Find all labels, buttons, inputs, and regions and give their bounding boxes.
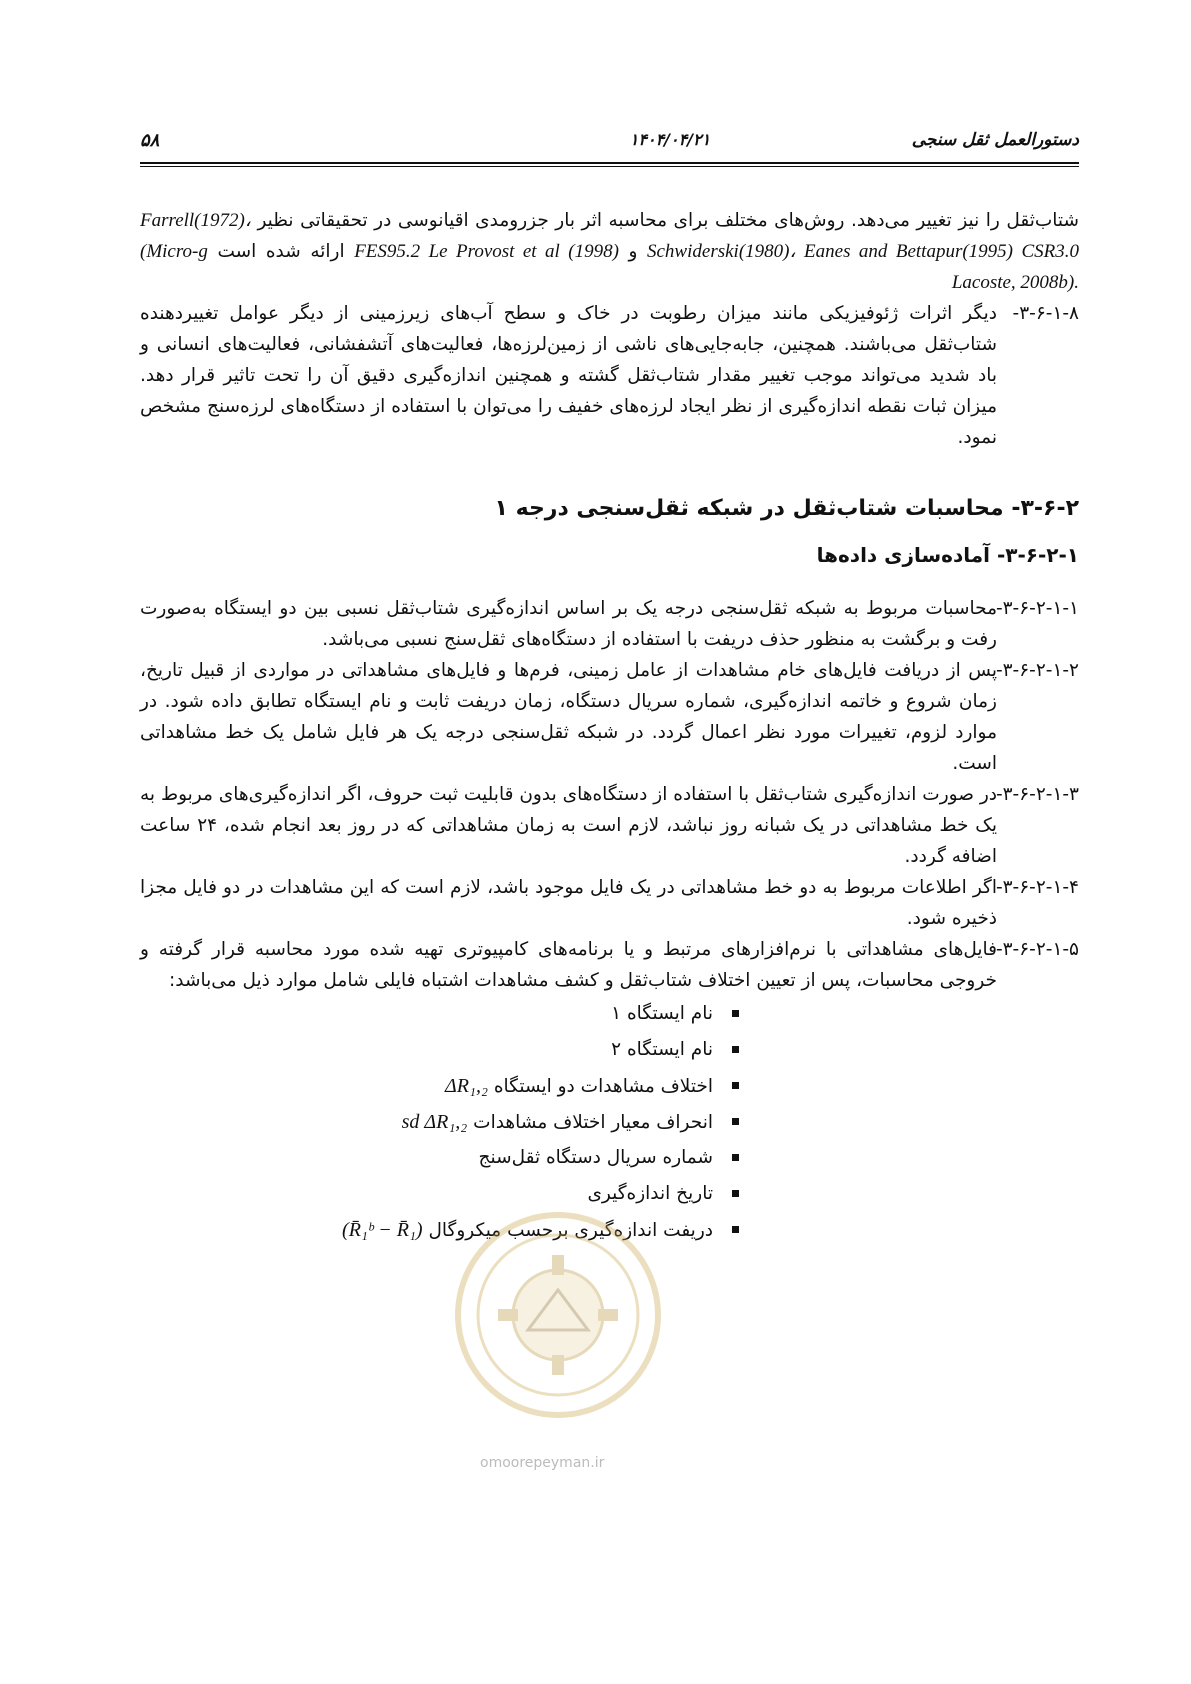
page-number: ۵۸ [140, 130, 160, 151]
formula-drift: (R̄₁ᵇ − R̄₁) [342, 1219, 423, 1241]
section-heading: ۳-۶-۲- محاسبات شتاب‌ثقل در شبکه ثقل‌سنجی درجه ۱ [494, 496, 1079, 521]
formula-sd: sd ΔR₁,₂ [401, 1111, 468, 1133]
bullet-item: اختلاف مشاهدات دو ایستگاه ΔR₁,₂ [140, 1068, 739, 1104]
header-rule [140, 162, 1079, 164]
list-item [140, 655, 1079, 779]
seal-watermark-icon [448, 1205, 668, 1425]
header-date: ۱۴۰۴/۰۴/۲۱ [629, 130, 711, 149]
item-text: دیگر اثرات ژئوفیزیکی مانند میزان رطوبت در خاک و سطح آب‌های زیرزمینی از دیگر عوامل تغییردهنده شتاب‌ثقل می‌باشند. همچنین، جابه‌جایی‌های ناشی از زمین‌لرزه‌ها، فعالیت‌های آتشفشانی، فعالیت‌های انسانی و باد شدید می‌تواند موجب تغییر مقدار شتاب‌ثقل گشته و همچنین اندازه‌گیری دقیق آن را تحت تاثیر قرار دهد. میزان ثبات نقطه اندازه‌گیری از نظر ایجاد لرزه‌های خفیف را می‌توان با استفاده از دستگاه‌های لرزه‌سنج مشخص نمود. [140, 303, 997, 448]
list-item [140, 593, 1079, 655]
item-text: اگر اطلاعات مربوط به دو خط مشاهداتی در یک فایل موجود باشد، لازم است که این مشاهدات در دو فایل مجزا ذخیره شود. [140, 877, 997, 929]
bullet-item: شماره سریال دستگاه ثقل‌سنج [140, 1140, 739, 1176]
bullet-square-icon [732, 1010, 739, 1017]
bullet-square-icon [732, 1082, 739, 1089]
site-watermark: omoorepeyman.ir [480, 1455, 605, 1471]
item-number: -۳-۶-۲-۱-۳ [995, 784, 1079, 805]
bullet-square-icon [732, 1046, 739, 1053]
intro-conjunction: و [628, 241, 638, 262]
intro-reference-fes: FES95.2 Le Provost et al (1998) [354, 241, 619, 262]
page-header [140, 128, 1079, 164]
item-number: -۳-۶-۲-۱-۲ [995, 660, 1079, 681]
formula-delta-r: ΔR₁,₂ [445, 1075, 488, 1097]
header-rule-thin [140, 166, 1079, 167]
list-item [140, 779, 1079, 872]
document-title: دستورالعمل ثقل سنجی [911, 130, 1079, 150]
bullet-item: دریفت اندازه‌گیری برحسب میکروگال (R̄₁ᵇ − R̄₁) [140, 1212, 739, 1248]
intro-paragraph [140, 205, 1079, 298]
intro-prefix: نظیر [257, 210, 294, 231]
item-number: -۳-۶-۲-۱-۴ [995, 877, 1079, 898]
intro-references: Farrell(1972)، Schwiderski(1980)، Eanes and Bettapur(1995) CSR3.0 [140, 210, 1079, 262]
intro-line1: شتاب‌ثقل را نیز تغییر می‌دهد. روش‌های مختلف برای محاسبه اثر بار جزرومدی اقیانوسی در تحقیقاتی [300, 210, 1079, 231]
item-text: محاسبات مربوط به شبکه ثقل‌سنجی درجه یک بر اساس اندازه‌گیری شتاب‌ثقل نسبی بین دو ایستگاه به‌صورت رفت و برگشت به منظور حذف دریفت با استفاده از دستگاه‌های ثقل‌سنج نسبی می‌باشد. [140, 598, 997, 650]
bullet-item: تاریخ اندازه‌گیری [140, 1176, 739, 1212]
item-text: فایل‌های مشاهداتی با نرم‌افزارهای مرتبط و یا برنامه‌های کامپیوتری تهیه شده مورد محاسبه قرار گرفته و خروجی محاسبات، پس از تعیین اختلاف شتاب‌ثقل و کشف مشاهدات اشتباه فایلی شامل موارد ذیل می‌باشد: [140, 939, 997, 991]
item-text: در صورت اندازه‌گیری شتاب‌ثقل با استفاده از دستگاه‌های بدون قابلیت ثبت حروف، اگر اندازه‌گیری‌های مربوط به یک خط مشاهداتی در یک شبانه روز نباشد، لازم است به زمان مشاهداتی که در روز بعد انجام شده، ۲۴ ساعت اضافه گردد. [140, 784, 997, 867]
bullet-square-icon [732, 1154, 739, 1161]
item-number: -۳-۶-۲-۱-۱ [995, 598, 1079, 619]
bullet-square-icon [732, 1118, 739, 1125]
bullet-square-icon [732, 1226, 739, 1233]
item-number: -۳-۶-۲-۱-۵ [995, 939, 1079, 960]
intro-presented: ارائه شده است [217, 241, 345, 262]
item-text: پس از دریافت فایل‌های خام مشاهدات از عامل زمینی، فرم‌ها و فایل‌های مشاهداتی در مواردی از قبیل تاریخ، زمان شروع و خاتمه اندازه‌گیری، شماره سریال دستگاه، زمان دریفت ثابت و نام ایستگاه تطابق داده شود. در موارد لزوم، تغییرات مورد نظر اعمال گردد. در شبکه ثقل‌سنجی درجه یک هر فایل شامل یک خط مشاهداتی است. [140, 660, 997, 774]
item-3-6-1-8 [140, 298, 1079, 453]
bullet-item: انحراف معیار اختلاف مشاهدات sd ΔR₁,₂ [140, 1104, 739, 1140]
page-body [140, 205, 1079, 1248]
subsection-heading: ۳-۶-۲-۱- آماده‌سازی داده‌ها [816, 543, 1079, 567]
list-item [140, 934, 1079, 996]
intro-reference-microg: (Micro-g Lacoste, 2008b). [140, 241, 1079, 293]
list-item [140, 872, 1079, 934]
bullet-square-icon [732, 1190, 739, 1197]
bullet-item: نام ایستگاه ۲ [140, 1032, 739, 1068]
item-number: -۳-۶-۱-۸ [1012, 303, 1079, 324]
bullet-item: نام ایستگاه ۱ [140, 996, 739, 1032]
